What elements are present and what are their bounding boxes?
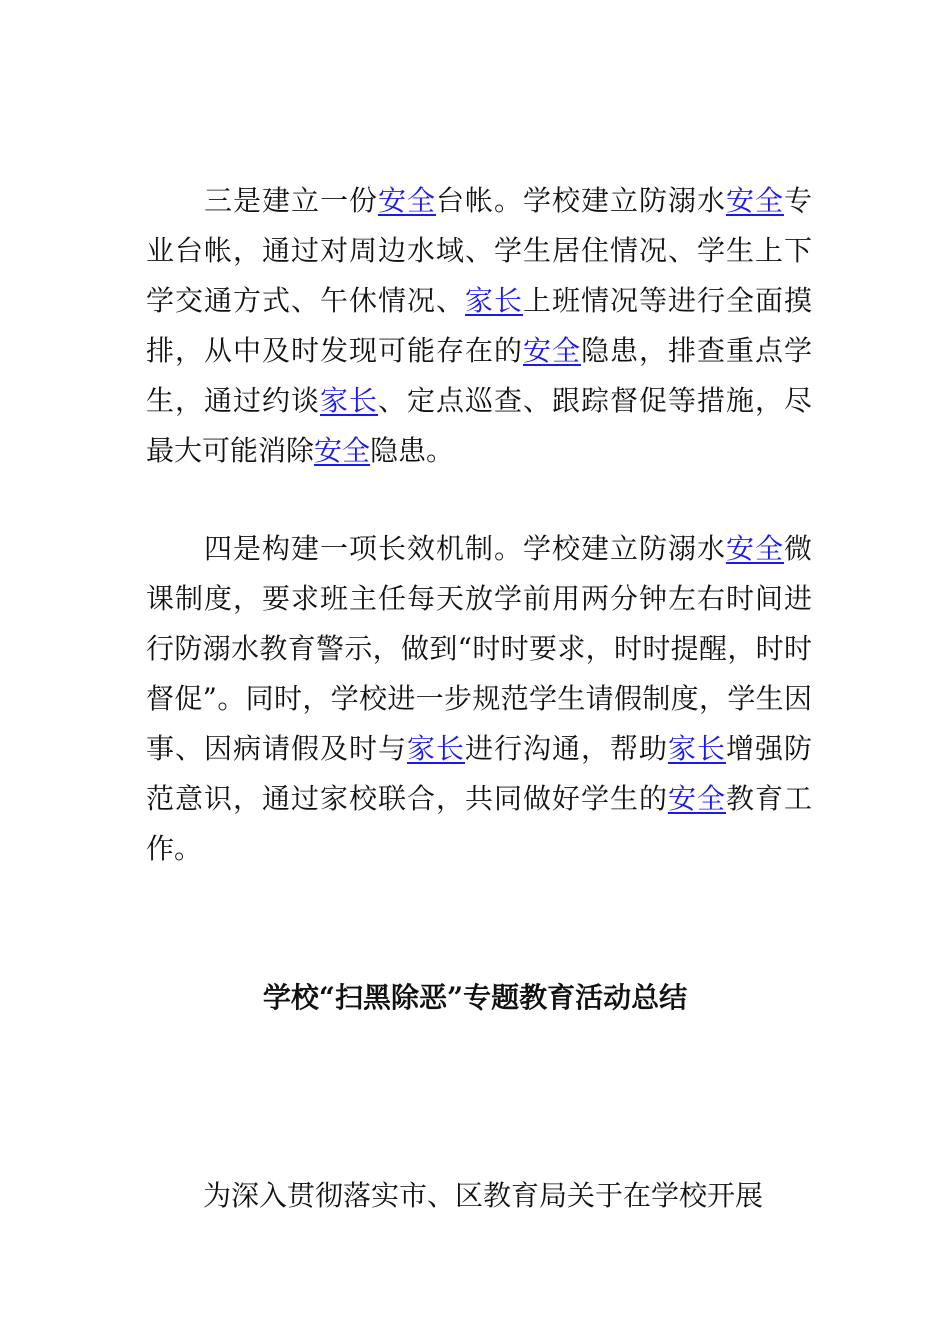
link-parent[interactable]: 家长 [406, 732, 465, 765]
paragraph-safety-ledger [146, 176, 812, 476]
paragraph-intro [146, 1171, 812, 1221]
text-segment: 台帐。学校建立防溺水 [435, 184, 726, 217]
text-segment: 上班情况等进行全面摸排，从中及时发现可能存在的 [146, 284, 812, 367]
text-segment: 隐患。 [370, 434, 455, 467]
link-safety[interactable]: 安全 [725, 532, 784, 565]
link-safety[interactable]: 安全 [377, 184, 436, 217]
paragraph-long-term-mechanism [146, 524, 812, 874]
link-parent[interactable]: 家长 [464, 284, 523, 317]
section-heading: 学校“扫黑除恶”专题教育活动总结 [262, 981, 688, 1014]
link-parent[interactable]: 家长 [667, 732, 726, 765]
text-segment: 四是构建一项长效机制。学校建立防溺水 [203, 532, 726, 565]
text-segment: 三是建立一份 [203, 184, 378, 217]
text-segment: 进行沟通，帮助 [464, 732, 668, 765]
link-parent[interactable]: 家长 [320, 384, 378, 417]
text-segment: 、定点巡查、跟踪督促等措施，尽最大可能消除 [146, 384, 812, 467]
text-segment: 专业台帐，通过对周边水域、学生居住情况、学生上下学交通方式、午休情况、 [146, 184, 812, 317]
text-segment: 教育工作。 [146, 782, 812, 865]
link-safety[interactable]: 安全 [667, 782, 726, 815]
link-safety[interactable]: 安全 [522, 334, 581, 367]
text-segment: 为深入贯彻落实市、区教育局关于在学校开展 [203, 1179, 764, 1212]
text-segment: 微课制度，要求班主任每天放学前用两分钟左右时间进行防溺水教育警示，做到“时时要求，时时提醒，时时督促”。同时，学校进一步规范学生请假制度，学生因事、因病请假及时与 [146, 532, 812, 765]
link-safety[interactable]: 安全 [725, 184, 784, 217]
text-segment: 增强防范意识，通过家校联合，共同做好学生的 [146, 732, 812, 815]
text-segment: 隐患，排查重点学生，通过约谈 [146, 334, 812, 417]
link-safety[interactable]: 安全 [314, 434, 371, 467]
